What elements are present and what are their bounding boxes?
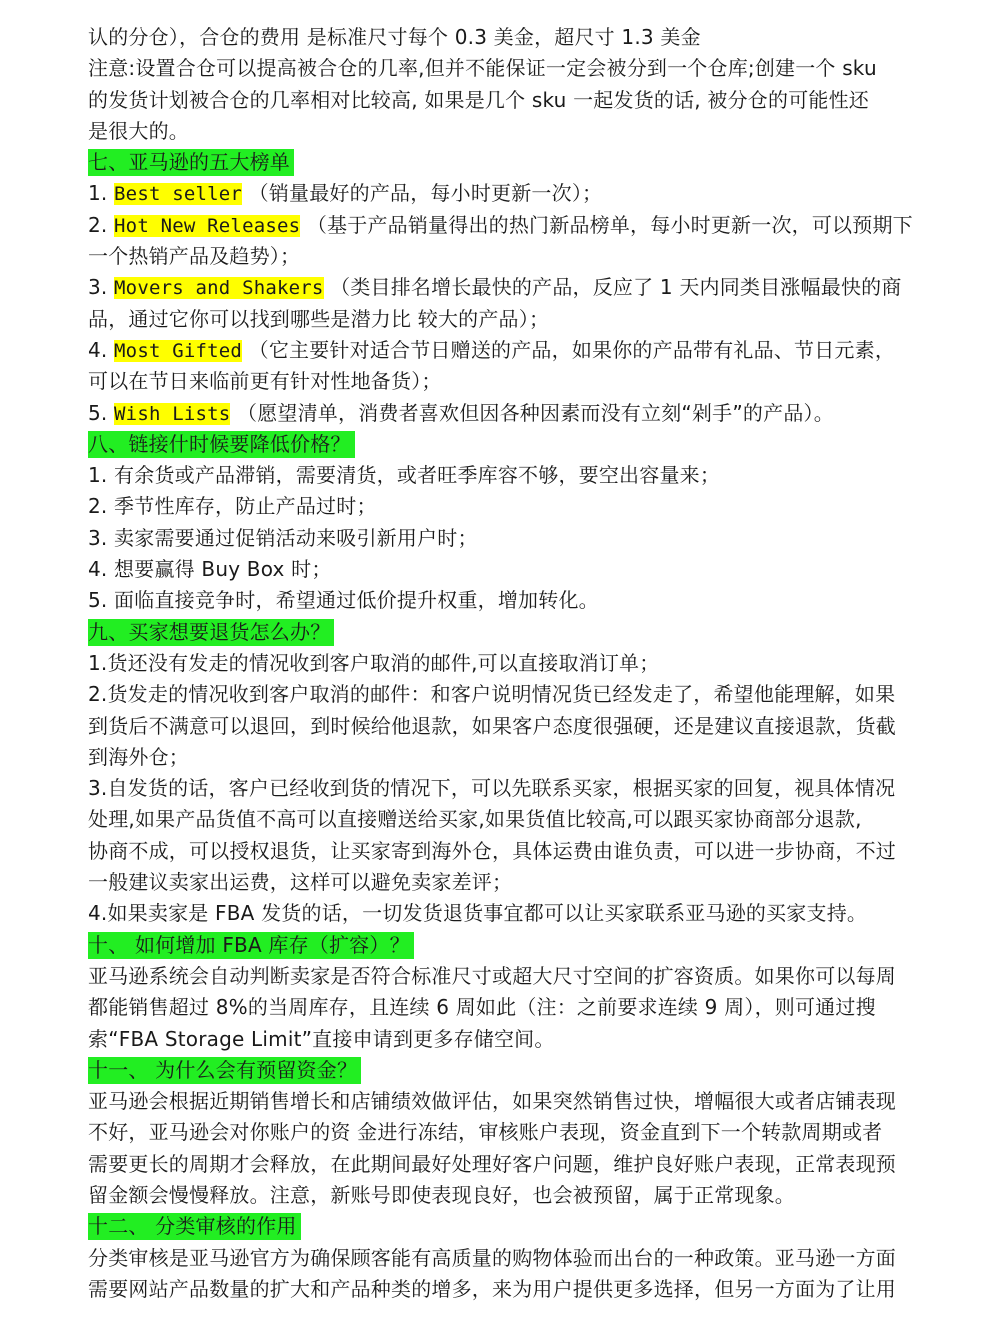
document-body: [88, 22, 924, 1305]
text-line: 都能销售超过 8%的当周库存，且连续 6 周如此（注：之前要求连续 9 周），则可通过搜: [88, 995, 876, 1020]
list-item-text: （它主要针对适合节日赠送的产品，如果你的产品带有礼品、节日元素，: [242, 337, 896, 362]
text-line: 1.货还没有发走的情况收到客户取消的邮件,可以直接取消订单；: [88, 650, 660, 675]
text-line: 2. 季节性库存，防止产品过时；: [88, 494, 377, 519]
text-line: 3. 卖家需要通过促销活动来吸引新用户时；: [88, 525, 478, 550]
list-item-text: （类目排名增长最快的产品，反应了 1 天内同类目涨幅最快的商: [323, 275, 902, 300]
text-line: 需要网站产品数量的扩大和产品种类的增多，来为用户提供更多选择，但另一方面为了让用: [88, 1276, 896, 1301]
section-heading: [88, 1055, 924, 1086]
list-item-text: （愿望清单，消费者喜欢但因各种因素而没有立刻“剁手”的产品）。: [230, 400, 834, 425]
list-item: [88, 272, 924, 303]
section-heading: [88, 429, 924, 460]
text-line: 2.货发走的情况收到客户取消的邮件：和客户说明情况货已经发走了，希望他能理解，如果: [88, 682, 896, 707]
text-line: 品，通过它你可以找到哪些是潜力比 较大的产品）；: [88, 306, 550, 331]
text-line: 到货后不满意可以退回，到时候给他退款，如果客户态度很强硬，还是建议直接退款，货截: [88, 713, 896, 738]
text-line: 索“FBA Storage Limit”直接申请到更多存储空间。: [88, 1026, 555, 1051]
text-line: 需要更长的周期才会释放，在此期间最好处理好客户问题，维护良好账户表现，正常表现预: [88, 1151, 896, 1176]
text-line: 一个热销产品及趋势）；: [88, 244, 301, 269]
list-item-highlight: Best seller: [114, 183, 243, 206]
list-item: [88, 398, 924, 429]
list-item-number: 1.: [88, 181, 115, 206]
section-heading-text: 七、亚马逊的五大榜单: [88, 149, 294, 176]
document-page: [88, 22, 924, 1305]
list-item-highlight: Movers and Shakers: [114, 277, 324, 300]
text-line: 协商不成，可以授权退货，让买家寄到海外仓，具体运费由谁负责，可以进一步协商，不过: [88, 838, 896, 863]
section-heading-text: 十二、 分类审核的作用: [88, 1213, 301, 1240]
section-heading: [88, 147, 924, 178]
list-item-number: 5.: [88, 400, 115, 425]
text-line: 可以在节日来临前更有针对性地备货）；: [88, 369, 442, 394]
text-line: 不好，亚马逊会对你账户的资 金进行冻结，审核账户表现，资金直到下一个转款周期或者: [88, 1120, 883, 1145]
list-item: [88, 178, 924, 209]
text-line: 3.自发货的话，客户已经收到货的情况下，可以先联系买家，根据买家的回复，视具体情况: [88, 776, 896, 801]
list-item-number: 3.: [88, 275, 115, 300]
text-line: 4. 想要赢得 Buy Box 时；: [88, 557, 332, 582]
list-item: [88, 210, 924, 241]
section-heading-text: 九、买家想要退货怎么办？: [88, 619, 334, 646]
list-item-text: （基于产品销量得出的热门新品榜单，每小时更新一次，可以预期下: [300, 212, 913, 237]
section-heading-text: 十、 如何增加 FBA 库存（扩容）？: [88, 932, 414, 959]
text-line: 认的分仓），合仓的费用 是标准尺寸每个 0.3 美金，超尺寸 1.3 美金: [88, 25, 701, 49]
text-line: 亚马逊会根据近期销售增长和店铺绩效做评估，如果突然销售过快，增幅很大或者店铺表现: [88, 1089, 896, 1114]
section-heading: [88, 930, 924, 961]
section-heading-text: 八、链接什时候要降低价格？: [88, 431, 355, 458]
text-line: 一般建议卖家出运费，这样可以避免卖家差评；: [88, 870, 513, 895]
section-heading: [88, 1211, 924, 1242]
text-line: 4.如果卖家是 FBA 发货的话，一切发货退货事宜都可以让买家联系亚马逊的买家支持。: [88, 901, 868, 926]
text-line: 分类审核是亚马逊官方为确保顾客能有高质量的购物体验而出台的一种政策。亚马逊一方面: [88, 1245, 896, 1270]
list-item-number: 2.: [88, 212, 115, 237]
section-heading: [88, 617, 924, 648]
text-line: 1. 有余货或产品滞销，需要清货，或者旺季库容不够，要空出容量来；: [88, 463, 721, 488]
text-line: 注意:设置合仓可以提高被合仓的几率,但并不能保证一定会被分到一个仓库;创建一个 sku: [88, 56, 877, 81]
text-line: 是很大的。: [88, 118, 189, 143]
text-line: 留金额会慢慢释放。注意，新账号即使表现良好，也会被预留，属于正常现象。: [88, 1182, 795, 1207]
text-line: 处理,如果产品货值不高可以直接赠送给买家,如果货值比较高,可以跟买家协商部分退款,: [88, 807, 862, 832]
text-line: 5. 面临直接竞争时，希望通过低价提升权重，增加转化。: [88, 588, 599, 613]
list-item-number: 4.: [88, 337, 115, 362]
section-heading-text: 十一、 为什么会有预留资金？: [88, 1057, 361, 1084]
list-item-highlight: Wish Lists: [114, 402, 231, 425]
list-item: [88, 335, 924, 366]
text-line: 到海外仓；: [88, 744, 189, 769]
text-line: 亚马逊系统会自动判断卖家是否符合标准尺寸或超大尺寸空间的扩容资质。如果你可以每周: [88, 963, 896, 988]
text-line: 的发货计划被合仓的几率相对比较高, 如果是几个 sku 一起发货的话, 被分仓的可能性还: [88, 87, 870, 112]
list-item-highlight: Hot New Releases: [114, 214, 301, 237]
list-item-highlight: Most Gifted: [114, 339, 243, 362]
list-item-text: （销量最好的产品，每小时更新一次）；: [242, 181, 603, 206]
